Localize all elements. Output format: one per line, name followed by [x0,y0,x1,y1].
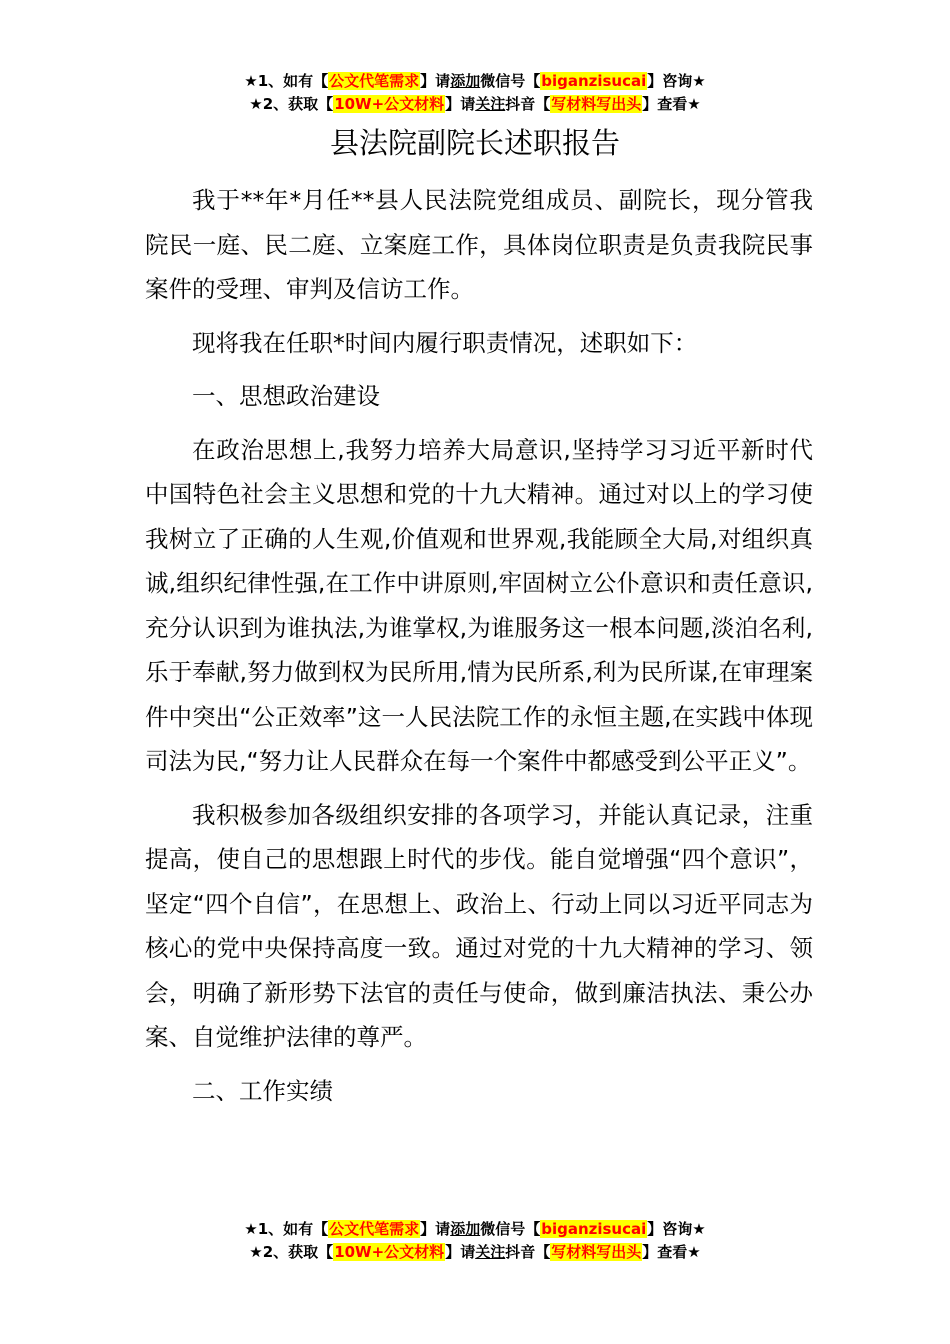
underlined-text: 添加 [450,72,481,90]
highlight-text: 公文代笔需求 [329,1220,420,1238]
banner-line-2 [0,1241,950,1264]
banner-text: ★2、获取【 [249,95,334,113]
banner-line-1 [0,70,950,93]
banner-line-1 [0,1218,950,1241]
banner-text: ★1、如有【 [244,1220,329,1238]
underlined-text: 关注 [475,95,506,113]
banner-text: 微信号【 [480,1220,541,1238]
body-paragraph: 在政治思想上,我努力培养大局意识,坚持学习习近平新时代中国特色社会主义思想和党的十九大精神。通过对以上的学习使我树立了正确的人生观,价值观和世界观,我能顾全大局,对组织真诚,组织纪律性强,在工作中讲原则,牢固树立公仆意识和责任意识,充分认识到为谁执法,为谁掌权,为谁服务这一根本问题,淡泊名利,乐于奉献,努力做到权为民所用,情为民所系,利为民所谋,在审理案件中突出“公正效率”这一人民法院工作的永恒主题,在实践中体现司法为民,“努力让人民群众在每一个案件中都感受到公平正义”。 [145,435,813,775]
wechat-id-highlight: biganzisucai [541,1220,647,1238]
banner-text: 抖音【 [505,1243,551,1261]
footer-banner [0,1218,950,1264]
highlight-text: 10W+公文材料 [334,1243,445,1261]
header-banner [0,70,950,116]
section-heading: 一、思想政治建设 [192,382,380,410]
underlined-text: 关注 [475,1243,506,1261]
banner-text: ★1、如有【 [244,72,329,90]
highlight-text: 10W+公文材料 [334,95,445,113]
douyin-account-highlight: 写材料写出头 [551,95,642,113]
banner-text: ★2、获取【 [249,1243,334,1261]
douyin-account-highlight: 写材料写出头 [551,1243,642,1261]
banner-text: 】查看★ [642,1243,701,1261]
banner-line-2 [0,93,950,116]
banner-text: 】请 [445,95,476,113]
highlight-text: 公文代笔需求 [329,72,420,90]
underlined-text: 添加 [450,1220,481,1238]
banner-text: 抖音【 [505,95,551,113]
body-paragraph: 现将我在任职*时间内履行职责情况，述职如下： [192,328,698,357]
body-paragraph: 我于**年*月任**县人民法院党组成员、副院长，现分管我院民一庭、民二庭、立案庭工作，具体岗位职责是负责我院民事案件的受理、审判及信访工作。 [145,186,813,303]
body-paragraph: 我积极参加各级组织安排的各项学习，并能认真记录，注重提高，使自己的思想跟上时代的步伐。能自觉增强“四个意识”，坚定“四个自信”，在思想上、政治上、行动上同以习近平同志为核心的党中央保持高度一致。通过对党的十九大精神的学习、领会，明确了新形势下法官的责任与使命，做到廉洁执法、秉公办案、自觉维护法律的尊严。 [145,800,813,1051]
banner-text: 】请 [420,1220,451,1238]
wechat-id-highlight: biganzisucai [541,72,647,90]
section-heading: 二、工作实绩 [192,1076,333,1105]
banner-text: 】请 [445,1243,476,1261]
document-title: 县法院副院长述职报告 [329,126,620,160]
banner-text: 】请 [420,72,451,90]
banner-text: 】咨询★ [647,72,706,90]
banner-text: 】查看★ [642,95,701,113]
document-body [145,178,813,1113]
banner-text: 】咨询★ [647,1220,706,1238]
banner-text: 微信号【 [480,72,541,90]
